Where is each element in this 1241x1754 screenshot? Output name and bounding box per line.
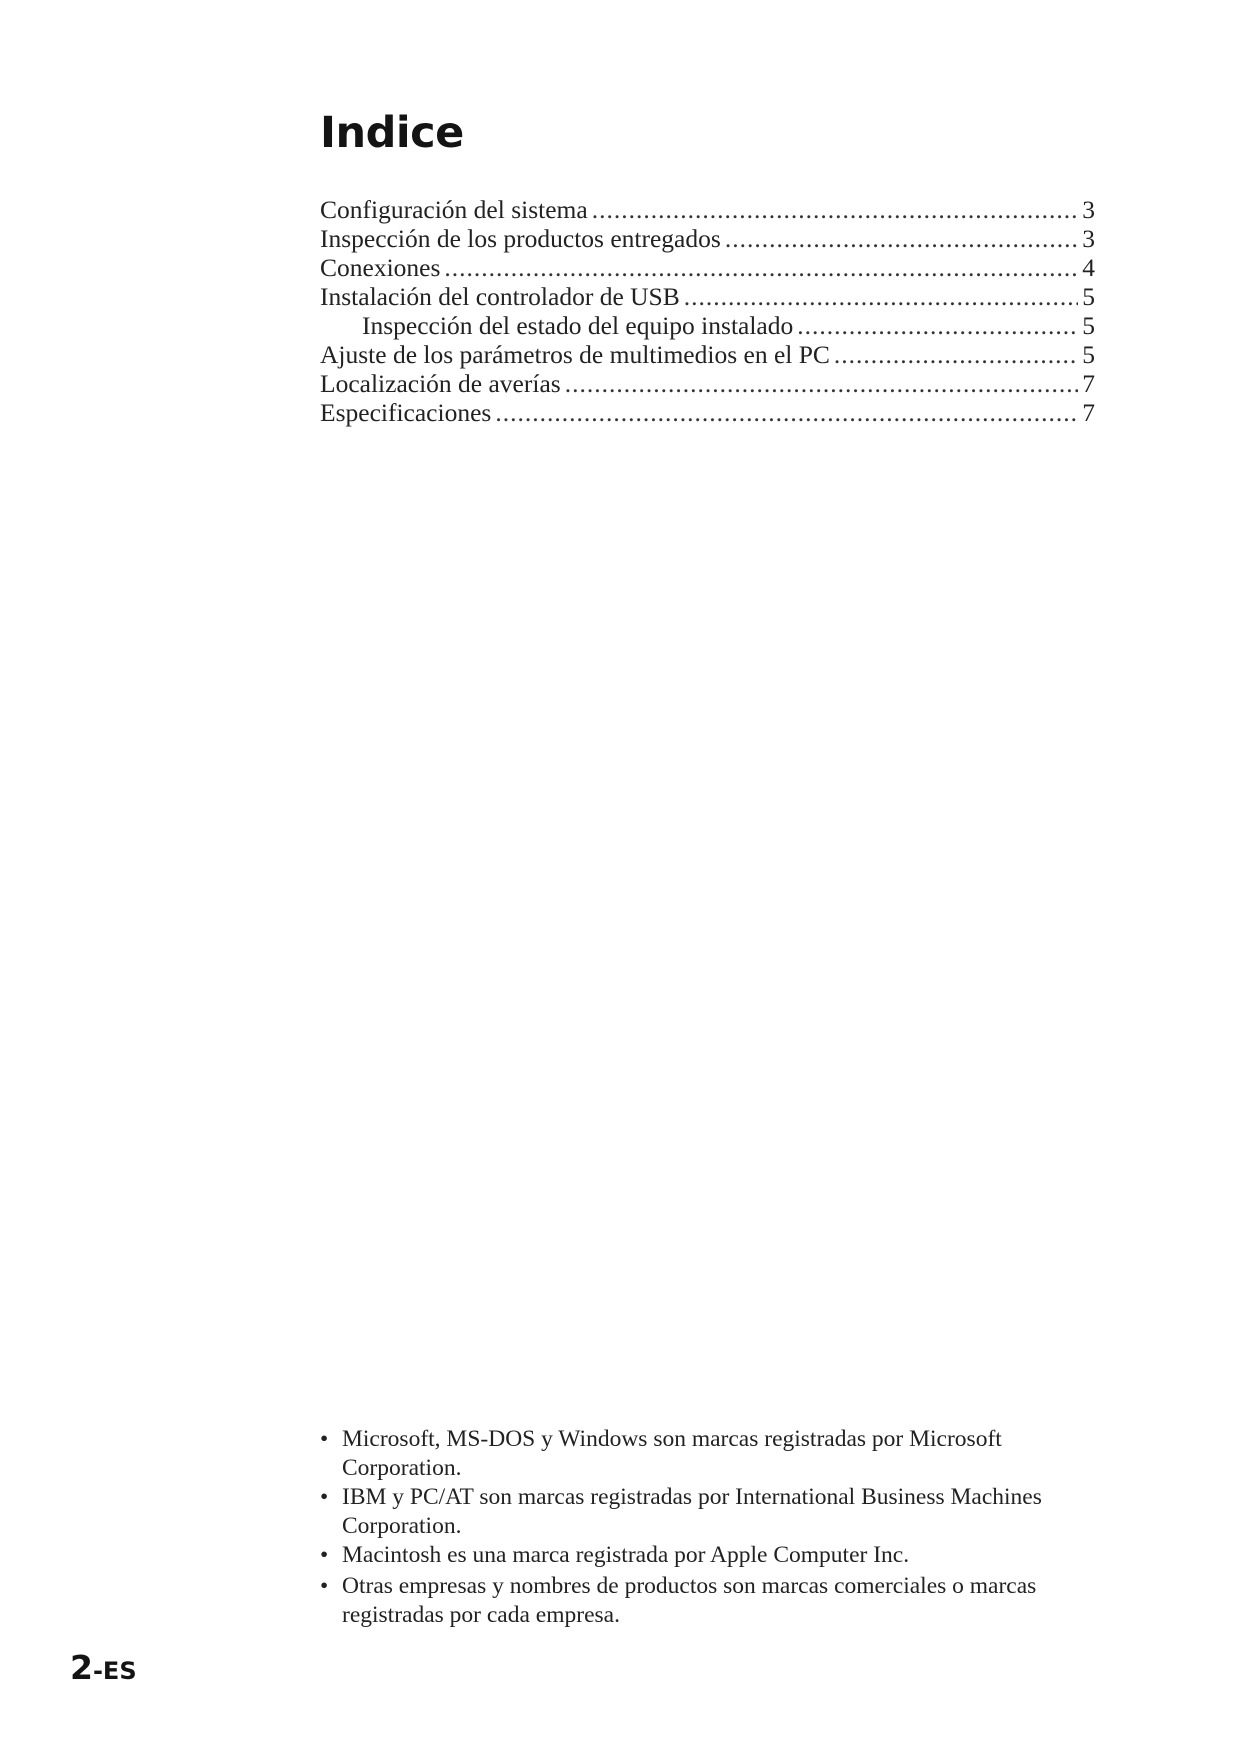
toc-entry	[320, 195, 1095, 224]
trademark-notes	[320, 1425, 1100, 1630]
toc-dot-leader	[725, 224, 1078, 253]
page-number	[70, 1648, 137, 1687]
toc-entry-page: 5	[1082, 282, 1095, 311]
toc-entry-title: Configuración del sistema	[320, 195, 588, 224]
toc-entry-page: 3	[1082, 195, 1095, 224]
trademark-note-text: IBM y PC/AT son marcas registradas por International Business Machines Corporation.	[342, 1484, 1042, 1539]
toc-entry	[320, 253, 1095, 282]
page-number-value: 2	[70, 1648, 93, 1687]
toc-entry-title: Especificaciones	[320, 398, 492, 427]
bullet-icon: •	[320, 1484, 329, 1510]
toc-dot-leader	[797, 311, 1078, 340]
toc-entry-page: 3	[1082, 224, 1095, 253]
toc-dot-leader	[834, 340, 1078, 369]
trademark-note-text: Otras empresas y nombres de productos son marcas comerciales o marcas registradas por cada empresa.	[342, 1573, 1037, 1628]
toc-entry	[320, 398, 1095, 427]
toc-entry-page: 5	[1082, 340, 1095, 369]
page-number-language-suffix: -ES	[92, 1657, 137, 1685]
trademark-note	[320, 1483, 1100, 1541]
toc-entry	[320, 369, 1095, 398]
toc-dot-leader	[684, 282, 1079, 311]
trademark-note	[320, 1572, 1100, 1630]
toc-entry-title: Instalación del controlador de USB	[320, 282, 680, 311]
toc-entry-title: Ajuste de los parámetros de multimedios en el PC	[320, 340, 830, 369]
trademark-note	[320, 1425, 1100, 1483]
toc-dot-leader	[592, 195, 1079, 224]
toc-entry-page: 4	[1082, 253, 1095, 282]
toc-entry-page: 5	[1082, 311, 1095, 340]
toc-entry	[320, 224, 1095, 253]
toc-dot-leader	[495, 398, 1078, 427]
trademark-note-text: Macintosh es una marca registrada por Apple Computer Inc.	[342, 1542, 910, 1568]
bullet-icon: •	[320, 1542, 329, 1568]
bullet-icon: •	[320, 1573, 329, 1599]
toc-entry-page: 7	[1082, 398, 1095, 427]
toc-entry-title: Localización de averías	[320, 369, 561, 398]
toc-subentry	[320, 311, 1095, 340]
toc-dot-leader	[444, 253, 1078, 282]
toc-dot-leader	[565, 369, 1079, 398]
page-title: Indice	[320, 108, 464, 158]
toc-entry	[320, 340, 1095, 369]
toc-entry-title: Inspección del estado del equipo instalado	[362, 311, 794, 340]
toc-entry-page: 7	[1082, 369, 1095, 398]
toc-entry	[320, 282, 1095, 311]
toc-entry-title: Inspección de los productos entregados	[320, 224, 721, 253]
trademark-note	[320, 1541, 1100, 1570]
table-of-contents	[320, 195, 1095, 427]
trademark-note-text: Microsoft, MS-DOS y Windows son marcas registradas por Microsoft Corporation.	[342, 1426, 1002, 1481]
bullet-icon: •	[320, 1426, 329, 1452]
toc-entry-title: Conexiones	[320, 253, 441, 282]
